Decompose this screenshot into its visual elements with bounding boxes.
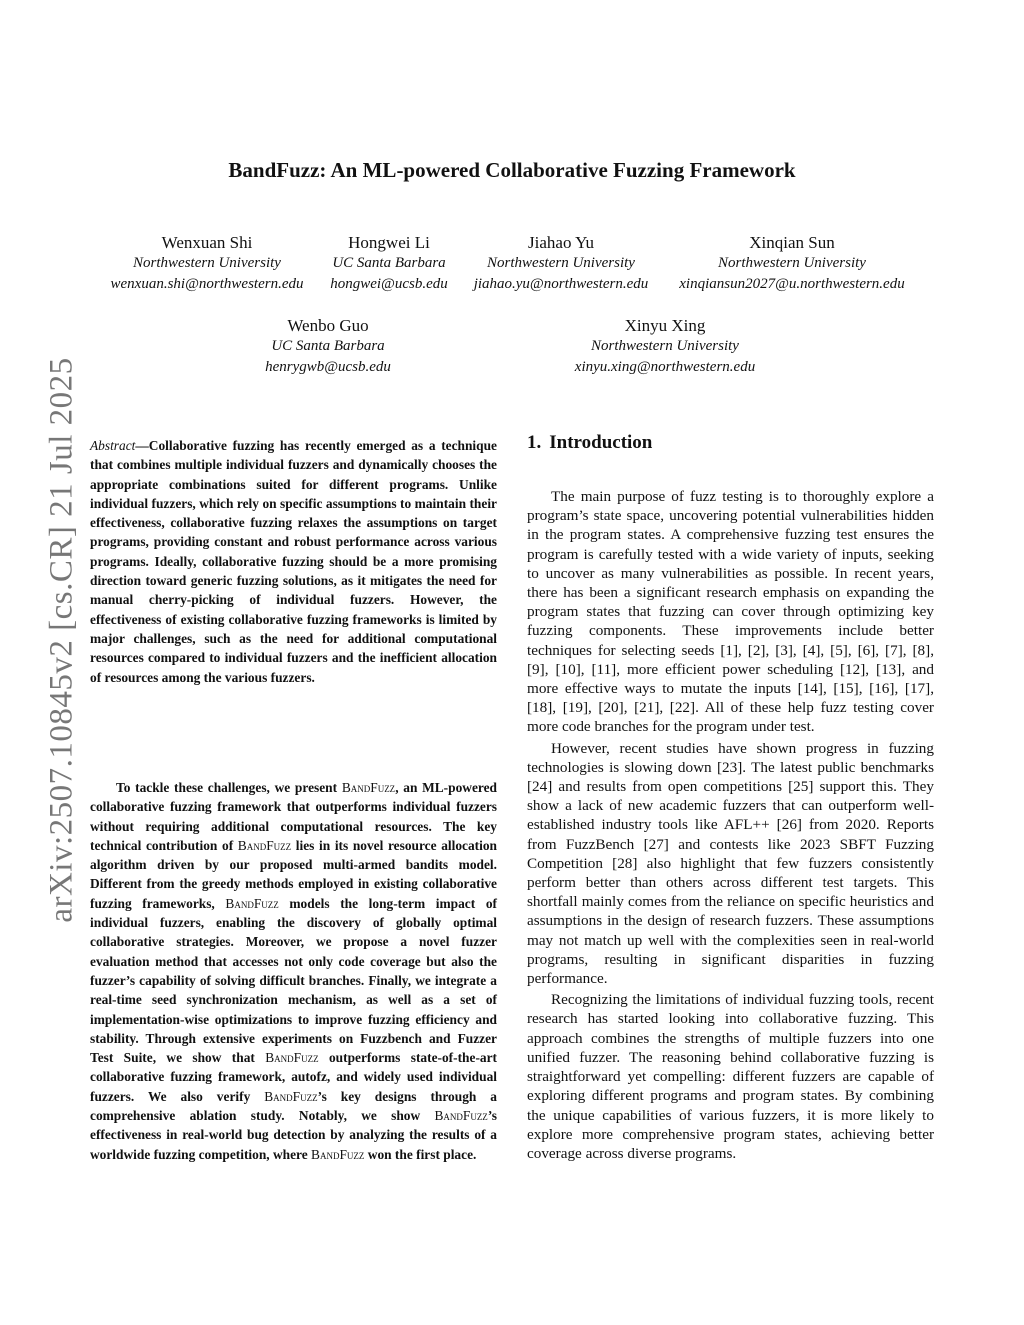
brand-name: BandFuzz [341, 780, 396, 795]
brand-name: BandFuzz [237, 837, 292, 853]
author-email: jiahao.yu@northwestern.edu [473, 276, 649, 292]
author-block [265, 315, 391, 378]
section-title: Introduction [549, 432, 653, 453]
author-block [474, 232, 649, 295]
brand-name: BandFuzz [225, 895, 279, 911]
abstract-text: outperforms state-of-the-art collaborative fuzzing framework, autofz, and widely used individual fuzzers. We also verify [90, 1050, 497, 1104]
abstract-text: won the first place. [364, 1146, 477, 1162]
author-affiliation: Northwestern University [591, 338, 739, 354]
abstract-text-1: Collaborative fuzzing has recently emerged as a technique that combines multiple individual fuzzers and dynamically chooses the appropriate combinations suited for different programs. Unlike individual fuzzers, which rely on specific assumptions to maintain their effectiveness, collaborative fuzzing relaxes the assumptions on target programs, providing constant and robust performance across various programs. Ideally, collaborative fuzzing should be a more promising direction toward generic fuzzing solutions, as it mitigates the need for manual cherry-picking of individual fuzzers. However, the effectiveness of existing collaborative fuzzing frameworks is limited by major challenges, such as the need for additional computational resources compared to individual fuzzers and the inefficient allocation of resources among the various fuzzers. [90, 438, 497, 685]
author-email: xinyu.xing@northwestern.edu [574, 359, 756, 375]
author-block [679, 232, 904, 295]
author-name: Xinyu Xing [624, 316, 706, 335]
abstract-text: To tackle these challenges, we present [116, 780, 342, 795]
author-name: Xinqian Sun [749, 233, 835, 252]
brand-name: BandFuzz [265, 1050, 319, 1066]
author-block [575, 315, 755, 378]
author-block [330, 232, 448, 295]
abstract-section [90, 436, 497, 1216]
introduction-body [527, 487, 934, 1165]
author-block [111, 232, 304, 295]
abstract-dash: — [135, 438, 149, 453]
abstract-text: lies in its novel resource allocation algorithm driven by our proposed multi-armed bandits model. Different from the greedy methods employed in existing collaborative fuzzing frameworks, [90, 837, 497, 911]
section-heading [527, 432, 652, 454]
arxiv-identifier: arXiv:2507.10845v2 [cs.CR] 21 Jul 2025 [43, 357, 80, 923]
author-affiliation: Northwestern University [133, 255, 281, 271]
author-email: henrygwb@ucsb.edu [265, 359, 391, 375]
author-name: Wenxuan Shi [161, 233, 253, 252]
section-number: 1. [527, 432, 542, 453]
author-name: Wenbo Guo [287, 316, 369, 335]
intro-paragraph-1: The main purpose of fuzz testing is to thoroughly explore a program’s state space, uncovering potential vulnerabilities hidden in the program states. A comprehensive fuzzing test ensures the program is carefully tested with a wide variety of inputs, seeking to uncover as many vulnerabilities as possible. In recent years, there has been a significant research emphasis on expanding the program states that fuzzing can cover through optimizing key fuzzing components. These improvements include better techniques for selecting seeds [1], [2], [3], [4], [5], [6], [7], [8], [9], [10], [11], more efficient power scheduling [12], [13], and more effective ways to mutate the inputs [14], [15], [16], [17], [18], [19], [20], [21], [22]. All of these help fuzz testing cover more code branches for the program under test. [527, 488, 934, 736]
author-name: Hongwei Li [348, 233, 430, 252]
author-affiliation: Northwestern University [718, 255, 866, 271]
author-email: xinqiansun2027@u.northwestern.edu [679, 276, 905, 292]
author-email: hongwei@ucsb.edu [330, 276, 448, 292]
abstract-label: Abstract [90, 438, 136, 453]
intro-paragraph-3: Recognizing the limitations of individual fuzzing tools, recent research has started looking into collaborative fuzzing. This approach combines the strengths of multiple fuzzers into one unified fuzzer. The reasoning behind collaborative fuzzing is straightforward yet compelling: different fuzzers are capable of exploring different programs and program states. By combining the unique capabilities of various fuzzers, it is more likely to explore more comprehensive program states, achieving better coverage across diverse programs. [527, 991, 934, 1162]
intro-paragraph-2: However, recent studies have shown progress in fuzzing technologies is slowing down [23]. The latest public benchmarks [24] and results from open competitions [25] support this. They show a lack of new academic fuzzers that can outperform well-established industry tools like AFL++ [26] from 2020. Reports from FuzzBench [27] and contests like 2023 SBFT Fuzzing Competition [28] also highlight that few fuzzers consistently perform better than others across different test targets. This shortfall mainly comes from the reliance on specific heuristics and assumptions in the design of research fuzzers. These assumptions may not match up well with the complexities seen in real-world programs, resulting in significant disparities in fuzzing performance. [527, 739, 934, 988]
abstract-paragraph-1 [90, 436, 497, 687]
abstract-paragraph-2 [90, 778, 497, 1164]
brand-name: BandFuzz [264, 1088, 318, 1104]
author-affiliation: UC Santa Barbara [271, 338, 385, 354]
abstract-text: , an ML-powered collaborative fuzzing framework that outperforms individual fuzzers without requiring additional computational resources. The key technical contribution of [90, 780, 497, 853]
brand-name: BandFuzz [434, 1108, 488, 1124]
paper-title: BandFuzz: An ML-powered Collaborative Fuzzing Framework [228, 158, 796, 182]
author-name: Jiahao Yu [528, 233, 594, 252]
author-email: wenxuan.shi@northwestern.edu [110, 276, 304, 292]
author-affiliation: UC Santa Barbara [332, 255, 446, 271]
abstract-text: models the long-term impact of individual fuzzers, enabling the discovery of globally optimal collaborative strategies. Moreover, we propose a novel fuzzer evaluation method that accesses not only code coverage but also the fuzzer’s capability of solving difficult branches. Finally, we integrate a real-time seed synchronization mechanism, as well as a set of implementation-wise optimizations to improve fuzzing efficiency and stability. Through extensive experiments on Fuzzbench and Fuzzer Test Suite, we show that [90, 895, 497, 1066]
abstract-text: ’s effectiveness in real-world bug detection by analyzing the results of a worldwide fuzzing competition, where [90, 1108, 497, 1162]
brand-name: BandFuzz [311, 1146, 365, 1162]
author-affiliation: Northwestern University [487, 255, 635, 271]
abstract-text: ’s key designs through a comprehensive ablation study. Notably, we show [90, 1088, 497, 1124]
